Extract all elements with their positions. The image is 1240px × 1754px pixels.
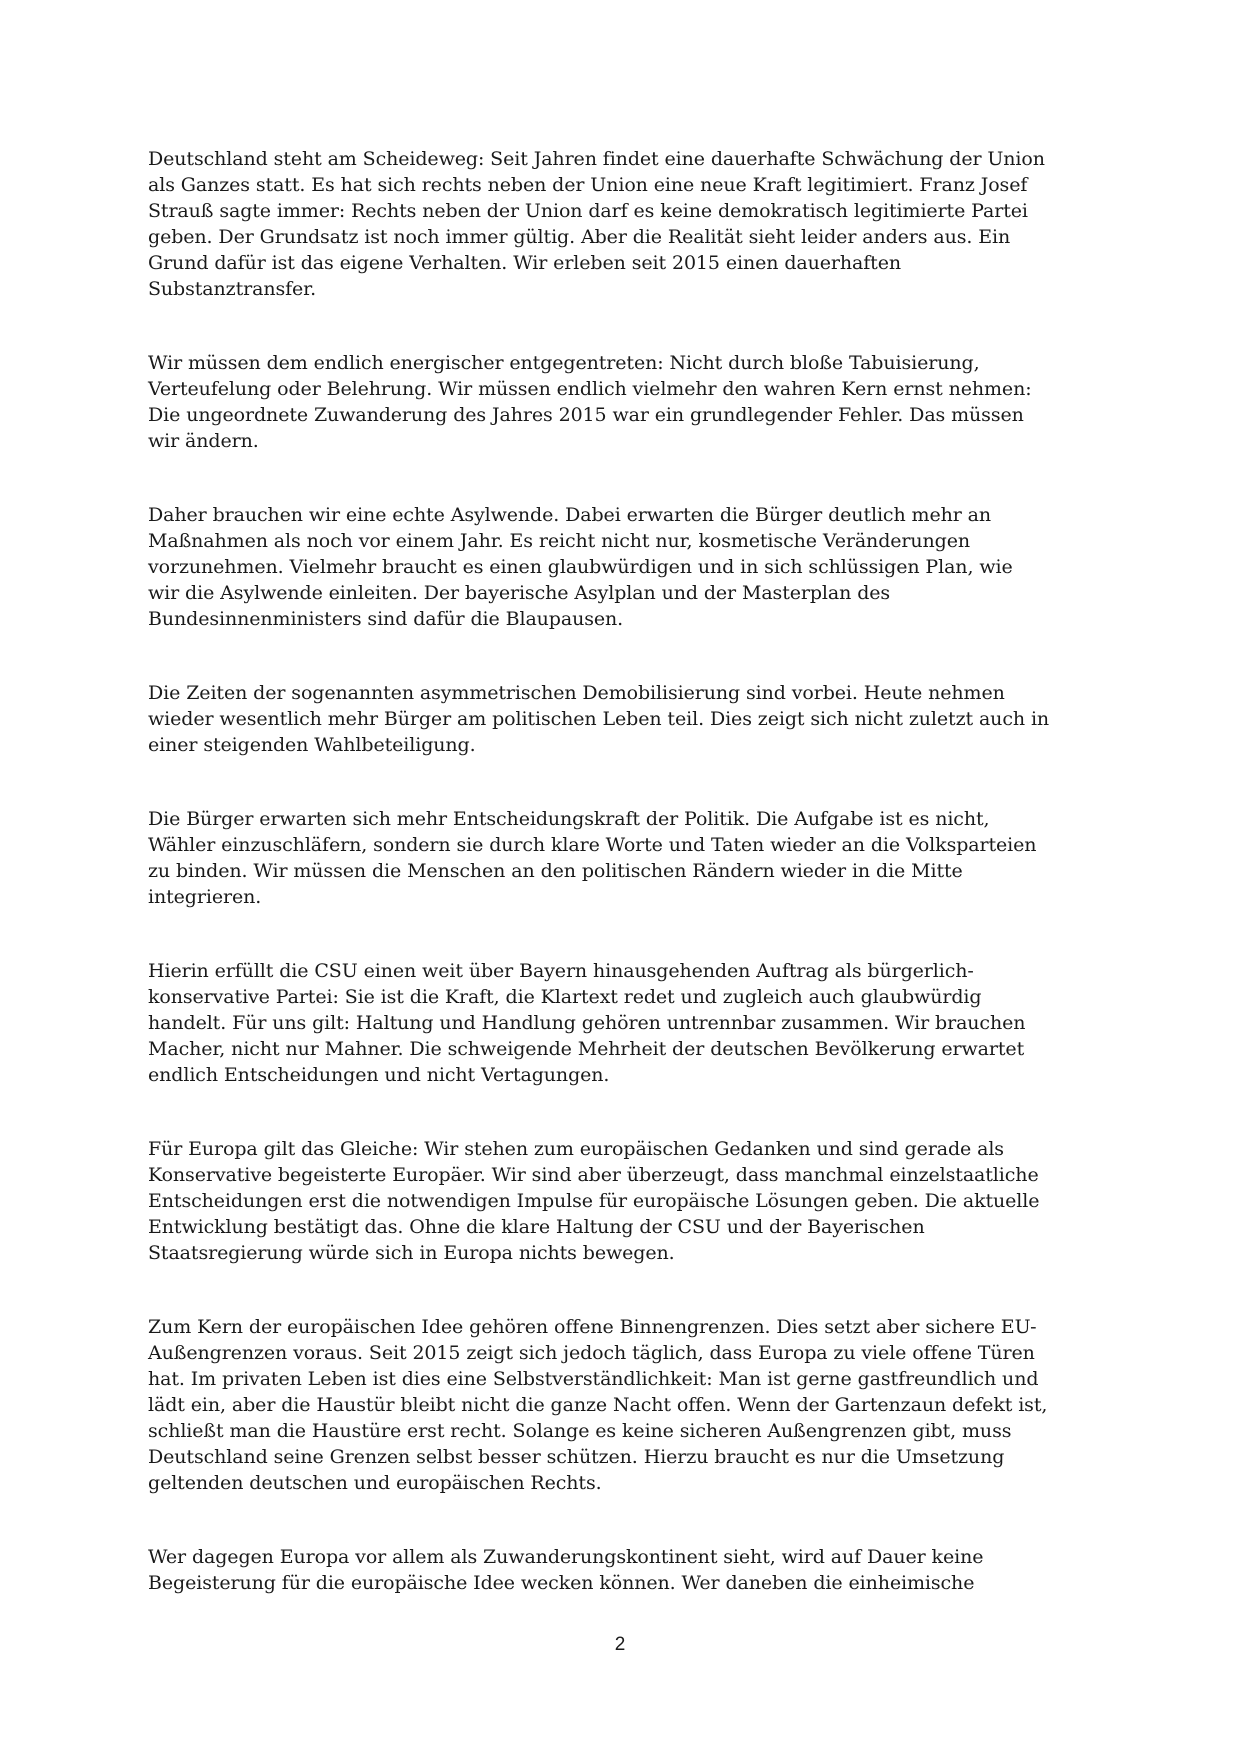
text-line: Deutschland steht am Scheideweg: Seit Jahren findet eine dauerhafte Schwächung der Union: [148, 148, 1045, 170]
text-line: Außengrenzen voraus. Seit 2015 zeigt sich jedoch täglich, dass Europa zu viele offene Türen: [148, 1342, 1035, 1364]
text-line: endlich Entscheidungen und nicht Vertagungen.: [148, 1064, 610, 1086]
paragraph: [148, 1136, 1108, 1266]
text-line: hat. Im privaten Leben ist dies eine Selbstverständlichkeit: Man ist gerne gastfreundlich und: [148, 1368, 1039, 1390]
paragraph: [148, 958, 1108, 1088]
text-line: Konservative begeisterte Europäer. Wir sind aber überzeugt, dass manchmal einzelstaatliche: [148, 1164, 1039, 1186]
text-line: konservative Partei: Sie ist die Kraft, die Klartext redet und zugleich auch glaubwürdig: [148, 986, 982, 1008]
paragraph: [148, 1314, 1108, 1496]
text-line: Für Europa gilt das Gleiche: Wir stehen zum europäischen Gedanken und sind gerade als: [148, 1138, 1004, 1160]
page-number: 2: [614, 1634, 626, 1655]
text-line: Grund dafür ist das eigene Verhalten. Wir erleben seit 2015 einen dauerhaften: [148, 252, 901, 274]
paragraph: [148, 1544, 1108, 1596]
text-line: Strauß sagte immer: Rechts neben der Union darf es keine demokratisch legitimierte Partei: [148, 200, 1028, 222]
text-line: zu binden. Wir müssen die Menschen an den politischen Rändern wieder in die Mitte: [148, 860, 963, 882]
text-line: Macher, nicht nur Mahner. Die schweigende Mehrheit der deutschen Bevölkerung erwartet: [148, 1038, 1025, 1060]
text-line: Staatsregierung würde sich in Europa nichts bewegen.: [148, 1242, 675, 1264]
text-line: geben. Der Grundsatz ist noch immer gültig. Aber die Realität sieht leider anders aus. Ein: [148, 226, 1011, 248]
text-line: Verteufelung oder Belehrung. Wir müssen endlich vielmehr den wahren Kern ernst nehmen:: [148, 378, 1032, 400]
text-line: Die Zeiten der sogenannten asymmetrischen Demobilisierung sind vorbei. Heute nehmen: [148, 682, 1005, 704]
text-line: vorzunehmen. Vielmehr braucht es einen glaubwürdigen und in sich schlüssigen Plan, wie: [148, 556, 1013, 578]
text-line: Deutschland seine Grenzen selbst besser schützen. Hierzu braucht es nur die Umsetzung: [148, 1446, 1005, 1468]
text-line: Die Bürger erwarten sich mehr Entscheidungskraft der Politik. Die Aufgabe ist es nicht,: [148, 808, 990, 830]
text-line: Substanztransfer.: [148, 278, 317, 300]
text-line: Entwicklung bestätigt das. Ohne die klare Haltung der CSU und der Bayerischen: [148, 1216, 925, 1238]
text-line: lädt ein, aber die Haustür bleibt nicht die ganze Nacht offen. Wenn der Gartenzaun defekt ist,: [148, 1394, 1048, 1416]
paragraph: [148, 680, 1108, 758]
text-line: handelt. Für uns gilt: Haltung und Handlung gehören untrennbar zusammen. Wir brauchen: [148, 1012, 1026, 1034]
text-line: wir ändern.: [148, 430, 259, 452]
text-line: Wähler einzuschläfern, sondern sie durch klare Worte und Taten wieder an die Volksparteien: [148, 834, 1037, 856]
paragraph: [148, 806, 1108, 910]
paragraph: [148, 146, 1108, 302]
text-line: einer steigenden Wahlbeteiligung.: [148, 734, 476, 756]
text-line: wir die Asylwende einleiten. Der bayerische Asylplan und der Masterplan des: [148, 582, 891, 604]
text-line: Wir müssen dem endlich energischer entgegentreten: Nicht durch bloße Tabuisierung,: [148, 352, 980, 374]
body-text: [148, 146, 1108, 1644]
text-line: Bundesinnenministers sind dafür die Blaupausen.: [148, 608, 624, 630]
text-line: schließt man die Haustüre erst recht. Solange es keine sicheren Außengrenzen gibt, muss: [148, 1420, 1012, 1442]
paragraph: [148, 502, 1108, 632]
paragraph: [148, 350, 1108, 454]
text-line: Maßnahmen als noch vor einem Jahr. Es reicht nicht nur, kosmetische Veränderungen: [148, 530, 971, 552]
text-line: Die ungeordnete Zuwanderung des Jahres 2015 war ein grundlegender Fehler. Das müssen: [148, 404, 1024, 426]
text-line: wieder wesentlich mehr Bürger am politischen Leben teil. Dies zeigt sich nicht zuletzt auch in: [148, 708, 1050, 730]
text-line: Daher brauchen wir eine echte Asylwende. Dabei erwarten die Bürger deutlich mehr an: [148, 504, 992, 526]
text-line: als Ganzes statt. Es hat sich rechts neben der Union eine neue Kraft legitimiert. Franz Josef: [148, 174, 1028, 196]
text-line: Entscheidungen erst die notwendigen Impulse für europäische Lösungen geben. Die aktuelle: [148, 1190, 1040, 1212]
text-line: Begeisterung für die europäische Idee wecken können. Wer daneben die einheimische: [148, 1572, 975, 1594]
text-line: Wer dagegen Europa vor allem als Zuwanderungskontinent sieht, wird auf Dauer keine: [148, 1546, 984, 1568]
text-line: Zum Kern der europäischen Idee gehören offene Binnengrenzen. Dies setzt aber sichere EU-: [148, 1316, 1037, 1338]
text-line: integrieren.: [148, 886, 262, 908]
text-line: geltenden deutschen und europäischen Rechts.: [148, 1472, 602, 1494]
text-line: Hierin erfüllt die CSU einen weit über Bayern hinausgehenden Auftrag als bürgerlich-: [148, 960, 974, 982]
